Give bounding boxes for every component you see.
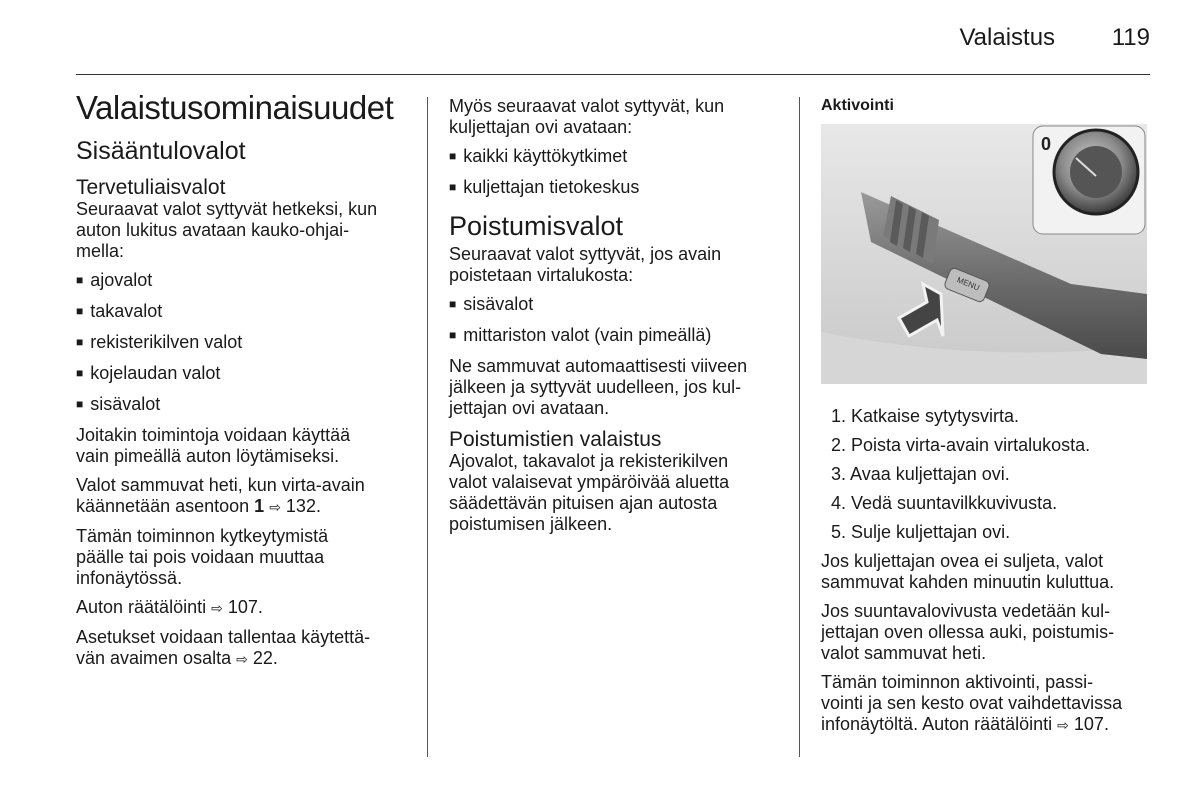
column-3 [821,96,1151,744]
step-item: 3. Avaa kuljettajan ovi. [831,464,1010,484]
page-title: Valaistusominaisuudet [76,89,394,126]
intro-paragraph [76,199,411,262]
paragraph [821,551,1151,593]
stalk-illustration [821,124,1147,384]
list-item: ■ rekisterikilven valot [76,332,411,355]
header-rule [76,74,1150,75]
bullet-list [76,270,411,417]
step-item: 5. Sulje kuljettajan ovi. [831,522,1011,542]
paragraph [76,597,411,619]
ignition-dial-inset [1033,126,1145,234]
column-2 [449,96,784,543]
section-heading: Sisääntulovalot [76,137,246,165]
list-item: ■ takavalot [76,301,411,324]
reference-arrow-icon: ⇨ [269,499,281,515]
step-item: 2. Poista virta-avain virtalukosta. [831,435,1091,455]
text-line: Auton räätälöinti [76,597,212,617]
subsection-heading: Tervetuliaisvalot [76,176,226,199]
text-line: sammuvat kahden minuutin kuluttua. [821,572,1115,592]
text-line: infonäytöltä. Auton räätälöinti [821,714,1058,734]
reference-arrow-icon: ⇨ [1057,717,1069,733]
subsection-heading: Poistumistien valaistus [449,428,662,451]
paragraph [449,356,784,419]
text-line: poistumisen jälkeen. [449,514,613,534]
section-title: Valaistus [959,24,1056,51]
page-reference[interactable]: 22. [247,648,278,668]
paragraph [76,425,411,467]
text-line: Valot sammuvat heti, kun virta-avain [76,475,365,495]
text-line: jälkeen ja syttyvät uudelleen, jos kul- [449,377,742,397]
paragraph [76,475,411,518]
text-line: Ajovalot, takavalot ja rekisterikilven [449,451,729,471]
paragraph [449,451,784,535]
list-item: ■ kaikki käyttökytkimet [449,146,784,169]
text-line: jettajan ovi avataan. [449,398,610,418]
page-header [959,24,1150,52]
menu-button-label: MENU [955,275,981,293]
list-item: ■ ajovalot [76,270,411,293]
reference-arrow-icon: ⇨ [211,600,223,616]
text-line: Seuraavat valot syttyvät, jos avain [449,244,722,264]
text-line: Joitakin toimintoja voidaan käyttää [76,425,351,445]
text-line: valot sammuvat heti. [821,643,987,663]
section-heading: Poistumisvalot [449,211,624,241]
text-line: vointi ja sen kesto ovat vaihdettavissa [821,693,1123,713]
step-list [821,406,1151,543]
bold-position: 1 [254,496,265,516]
text-line: auton lukitus avataan kauko-ohjai- [76,220,350,240]
paragraph [449,244,784,286]
dial-position-label: 0 [1041,134,1052,154]
list-item: ■ sisävalot [449,294,784,317]
paragraph [76,526,411,589]
list-item: ■ mittariston valot (vain pimeällä) [449,325,784,348]
reference-arrow-icon: ⇨ [236,651,248,667]
paragraph [449,96,784,138]
text-line: valot valaisevat ympäröivää aluetta [449,472,730,492]
step-item: 4. Vedä suuntavilkkuvivusta. [831,493,1058,513]
list-item: ■ kuljettajan tietokeskus [449,177,784,200]
paragraph [76,627,411,670]
text-line: Tämän toiminnon aktivointi, passi- [821,672,1094,692]
text-line: infonäytössä. [76,568,183,588]
column-divider-1 [427,97,428,757]
text-line: Myös seuraavat valot syttyvät, kun [449,96,725,116]
text-line: vän avaimen osalta [76,648,237,668]
text-line: kuljettajan ovi avataan: [449,117,633,137]
bullet-list [449,294,784,348]
page-reference[interactable]: 107. [1068,714,1109,734]
list-item: ■ sisävalot [76,394,411,417]
text-line: Jos kuljettajan ovea ei suljeta, valot [821,551,1104,571]
paragraph [821,672,1151,736]
page-number: 119 [1111,24,1150,51]
list-item: ■ kojelaudan valot [76,363,411,386]
paragraph [821,601,1151,664]
page-reference[interactable]: 132. [280,496,321,516]
text-line: Tämän toiminnon kytkeytymistä [76,526,329,546]
bullet-list [449,146,784,200]
text-line: Ne sammuvat automaattisesti viiveen [449,356,748,376]
text-line: jettajan oven ollessa auki, poistumis- [821,622,1115,642]
step-item: 1. Katkaise sytytysvirta. [831,406,1020,426]
text-line: mella: [76,241,125,261]
text-line: säädettävän pituisen ajan autosta [449,493,718,513]
activation-heading: Aktivointi [821,97,894,114]
text-line: käännetään asentoon [76,496,255,516]
text-line: vain pimeällä auton löytämiseksi. [76,446,340,466]
page-reference[interactable]: 107. [222,597,263,617]
text-line: Asetukset voidaan tallentaa käytettä- [76,627,371,647]
text-line: päälle tai pois voidaan muuttaa [76,547,325,567]
column-divider-2 [799,97,800,757]
text-line: poistetaan virtalukosta: [449,265,634,285]
column-1 [76,88,411,678]
text-line: Jos suuntavalovivusta vedetään kul- [821,601,1111,621]
text-line: Seuraavat valot syttyvät hetkeksi, kun [76,199,378,219]
